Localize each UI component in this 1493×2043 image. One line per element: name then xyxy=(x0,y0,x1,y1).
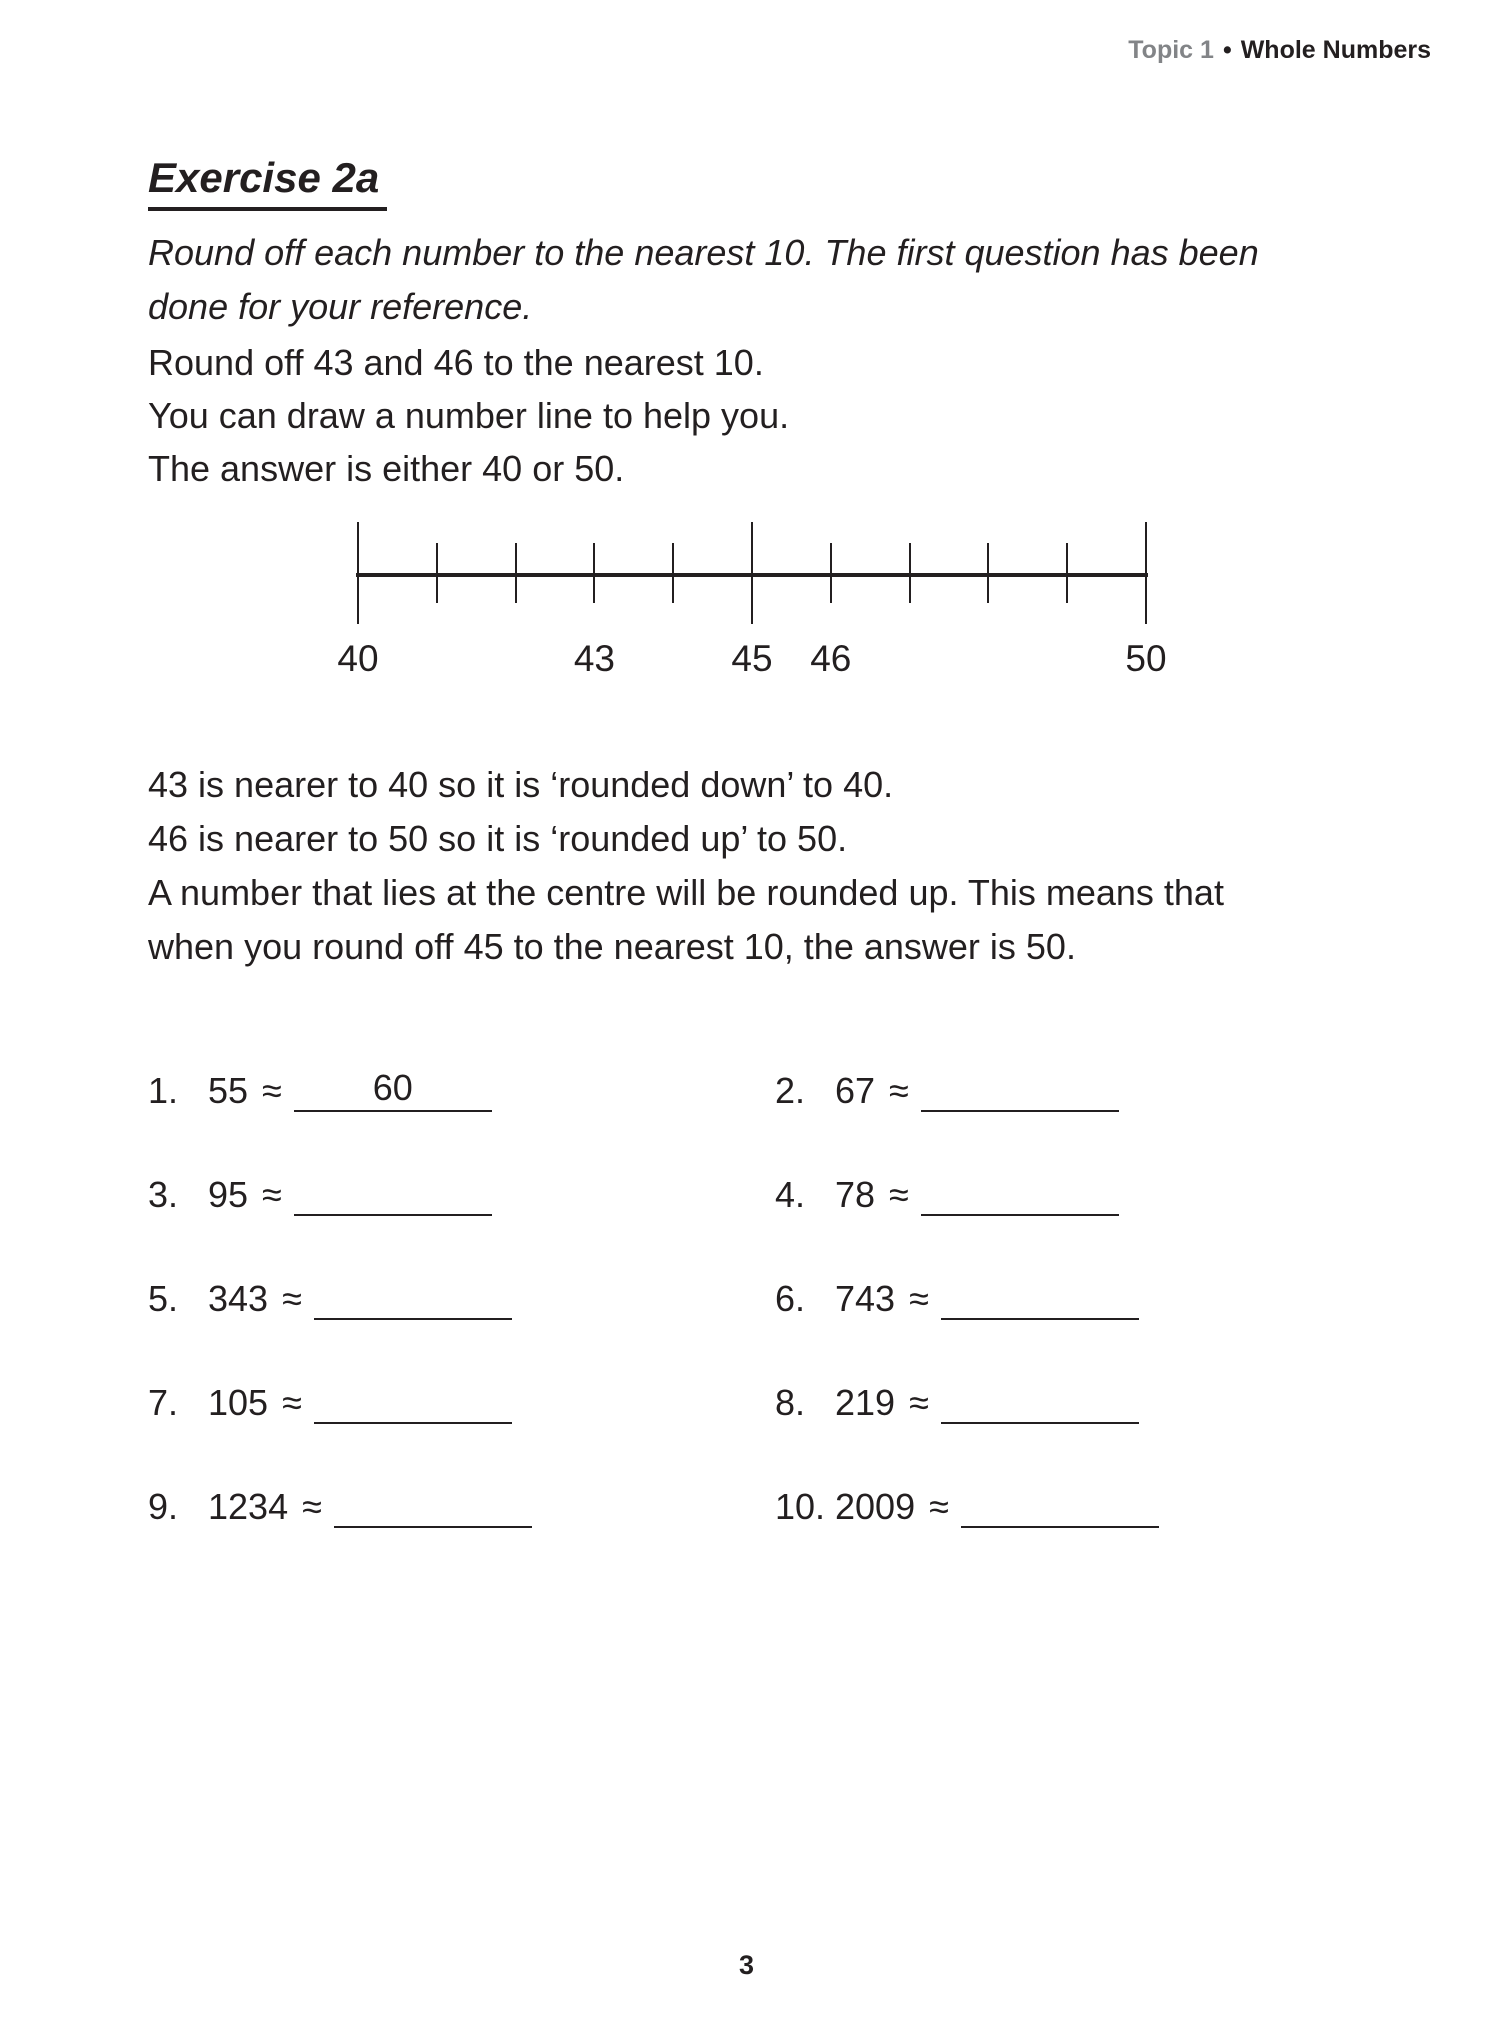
question-8 xyxy=(775,1378,1159,1424)
approx-symbol: ≈ xyxy=(262,1070,282,1111)
question-number: 10. xyxy=(775,1486,826,1527)
page-number: 3 xyxy=(738,1950,755,1980)
bullet-separator: • xyxy=(1222,36,1232,64)
explanation-line: when you round off 45 to the nearest 10, the answer is 50. xyxy=(148,926,1076,967)
numberline-tick-50 xyxy=(1145,522,1147,624)
answer-text xyxy=(294,1168,492,1214)
numberline-tick-44 xyxy=(672,543,674,603)
question-2 xyxy=(775,1066,1159,1112)
question-number: 4. xyxy=(775,1174,806,1215)
question-10 xyxy=(775,1482,1159,1528)
instruction-line: done for your reference. xyxy=(148,286,533,327)
topic-label: Topic 1 xyxy=(1128,36,1214,64)
answer-text xyxy=(314,1376,512,1422)
answer-text: 60 xyxy=(372,1067,413,1108)
question-number: 2. xyxy=(775,1070,806,1111)
answer-text xyxy=(921,1064,1119,1110)
approx-symbol: ≈ xyxy=(889,1174,909,1215)
approx-symbol: ≈ xyxy=(889,1070,909,1111)
example-line: You can draw a number line to help you. xyxy=(148,395,790,436)
explanation-line: 43 is nearer to 40 so it is ‘rounded down’ to 40. xyxy=(148,764,894,805)
question-value: 55 xyxy=(208,1070,249,1111)
question-4 xyxy=(775,1170,1159,1216)
approx-symbol: ≈ xyxy=(262,1174,282,1215)
answer-text xyxy=(334,1480,532,1526)
numberline-tick-43 xyxy=(593,543,595,603)
answer-text xyxy=(941,1376,1139,1422)
numberline-label-50: 50 xyxy=(1125,638,1167,679)
question-value: 67 xyxy=(835,1070,876,1111)
answer-blank[interactable] xyxy=(921,1168,1119,1216)
question-value: 78 xyxy=(835,1174,876,1215)
question-value: 743 xyxy=(835,1278,896,1319)
explanation-line: 46 is nearer to 50 so it is ‘rounded up’ to 50. xyxy=(148,818,848,859)
answer-blank[interactable] xyxy=(314,1376,512,1424)
worked-example-text xyxy=(148,336,789,495)
question-number: 9. xyxy=(148,1486,179,1527)
numberline-tick-46 xyxy=(830,543,832,603)
answer-text xyxy=(961,1480,1159,1526)
numberline-tick-48 xyxy=(987,543,989,603)
answer-blank[interactable] xyxy=(314,1272,512,1320)
question-9 xyxy=(148,1482,775,1528)
question-value: 343 xyxy=(208,1278,269,1319)
question-number: 5. xyxy=(148,1278,179,1319)
answer-blank[interactable] xyxy=(961,1480,1159,1528)
approx-symbol: ≈ xyxy=(302,1486,322,1527)
explanation-text xyxy=(148,758,1224,974)
question-3 xyxy=(148,1170,775,1216)
answer-blank[interactable] xyxy=(941,1272,1139,1320)
exercise-title: Exercise 2a xyxy=(148,154,387,211)
question-value: 219 xyxy=(835,1382,896,1423)
answer-text xyxy=(921,1168,1119,1214)
question-number: 8. xyxy=(775,1382,806,1423)
question-1 xyxy=(148,1066,775,1112)
exercise-instruction xyxy=(148,226,1259,334)
numberline-tick-40 xyxy=(357,522,359,624)
numberline-tick-41 xyxy=(436,543,438,603)
numberline-label-43: 43 xyxy=(573,638,615,679)
answer-blank[interactable] xyxy=(294,1168,492,1216)
answer-blank[interactable] xyxy=(921,1064,1119,1112)
approx-symbol: ≈ xyxy=(929,1486,949,1527)
question-6 xyxy=(775,1274,1159,1320)
question-number: 7. xyxy=(148,1382,179,1423)
approx-symbol: ≈ xyxy=(282,1382,302,1423)
instruction-line: Round off each number to the nearest 10. The first question has been xyxy=(148,232,1259,273)
numberline-label-46: 46 xyxy=(810,638,852,679)
question-number: 6. xyxy=(775,1278,806,1319)
question-value: 95 xyxy=(208,1174,249,1215)
question-number: 3. xyxy=(148,1174,179,1215)
answer-text xyxy=(314,1272,512,1318)
question-list xyxy=(148,1066,1159,1586)
approx-symbol: ≈ xyxy=(909,1382,929,1423)
question-value: 1234 xyxy=(208,1486,289,1527)
answer-blank[interactable] xyxy=(941,1376,1139,1424)
answer-text xyxy=(941,1272,1139,1318)
question-number: 1. xyxy=(148,1070,179,1111)
question-7 xyxy=(148,1378,775,1424)
approx-symbol: ≈ xyxy=(909,1278,929,1319)
numberline-tick-42 xyxy=(515,543,517,603)
numberline-tick-49 xyxy=(1066,543,1068,603)
section-title: Whole Numbers xyxy=(1240,36,1431,64)
numberline-tick-47 xyxy=(909,543,911,603)
numberline-label-40: 40 xyxy=(337,638,379,679)
answer-blank[interactable] xyxy=(294,1064,492,1112)
explanation-line: A number that lies at the centre will be rounded up. This means that xyxy=(148,872,1224,913)
question-5 xyxy=(148,1274,775,1320)
page-header xyxy=(1128,36,1431,65)
number-line xyxy=(337,520,1167,690)
approx-symbol: ≈ xyxy=(282,1278,302,1319)
numberline-label-45: 45 xyxy=(731,638,773,679)
numberline-tick-45 xyxy=(751,522,753,624)
question-value: 105 xyxy=(208,1382,269,1423)
question-value: 2009 xyxy=(835,1486,916,1527)
example-line: The answer is either 40 or 50. xyxy=(148,448,625,489)
example-line: Round off 43 and 46 to the nearest 10. xyxy=(148,342,764,383)
answer-blank[interactable] xyxy=(334,1480,532,1528)
